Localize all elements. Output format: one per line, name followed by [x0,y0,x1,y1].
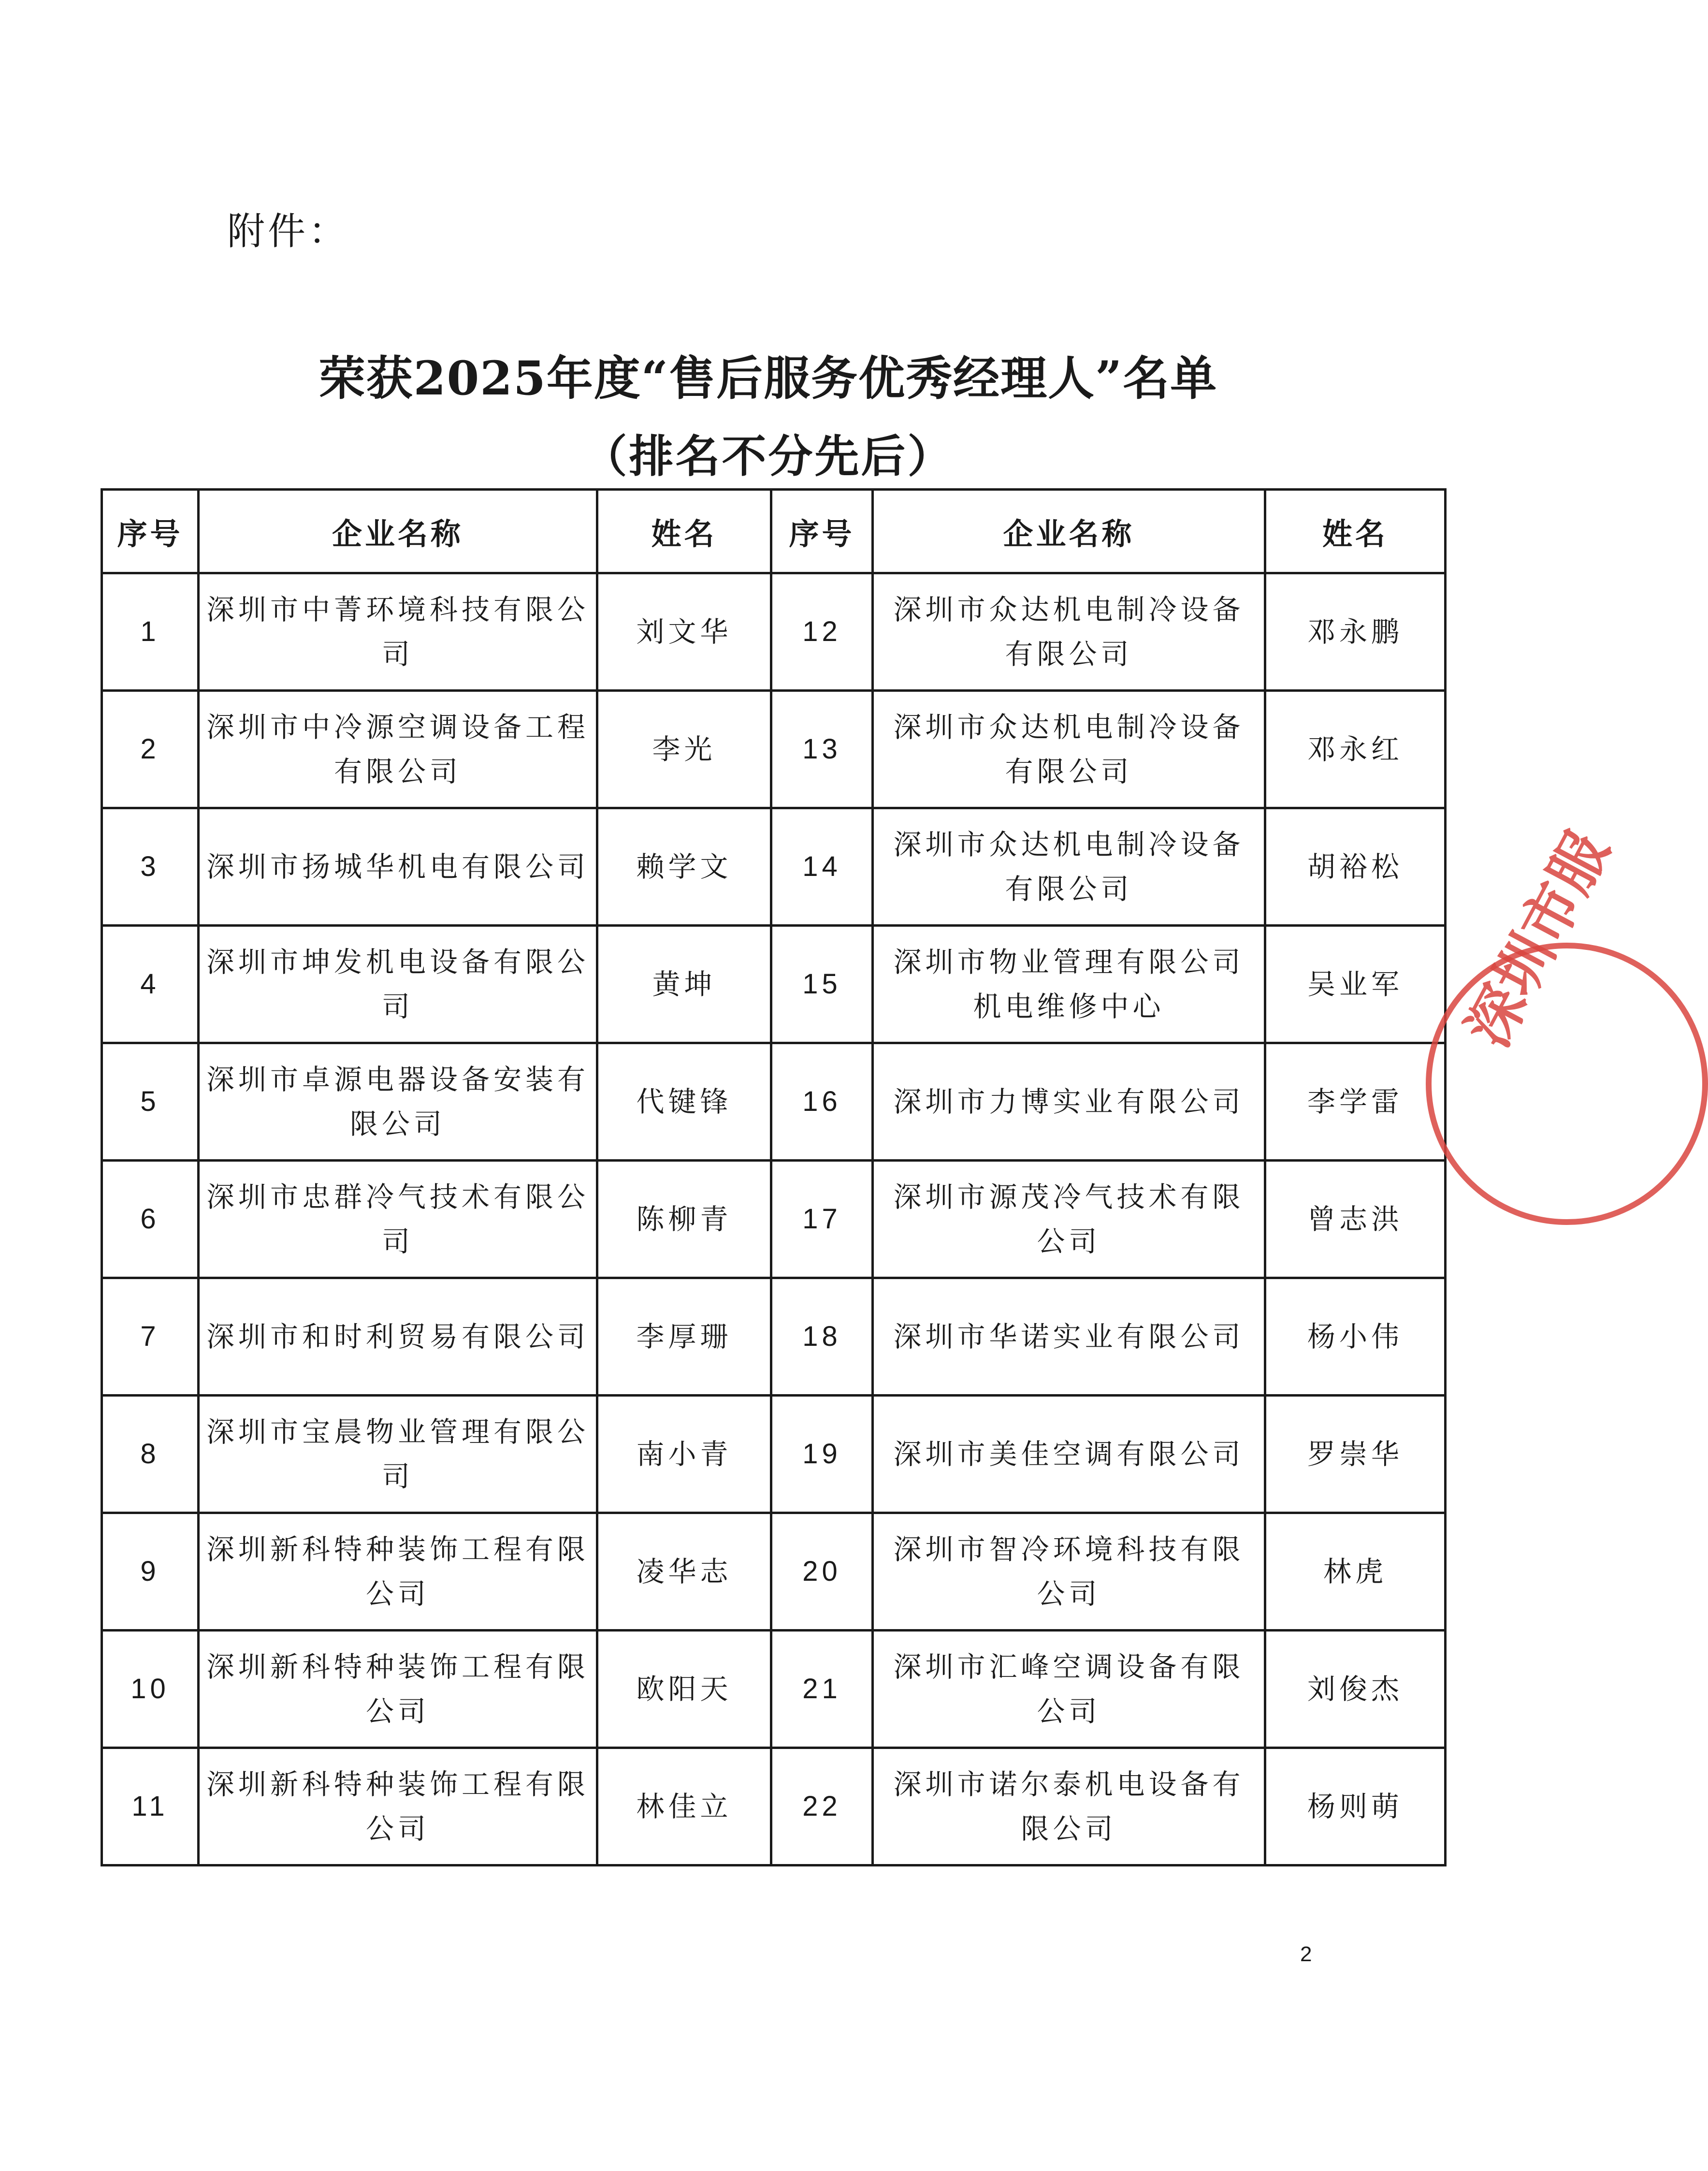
header-company-right: 企业名称 [873,490,1265,573]
row-number: 21 [771,1631,873,1748]
person-name: 黄坤 [597,926,771,1043]
table-row [102,1513,1446,1631]
table-row [102,1278,1446,1396]
person-name: 邓永鹏 [1265,573,1446,691]
company-name: 深圳市众达机电制冷设备有限公司 [873,573,1265,691]
company-name: 深圳市诺尔泰机电设备有限公司 [873,1748,1265,1865]
company-name: 深圳市美佳空调有限公司 [873,1396,1265,1513]
attachment-label: 附件： [227,210,349,253]
table-row [102,573,1446,691]
person-name: 南小青 [597,1396,771,1513]
header-name-right: 姓名 [1265,490,1446,573]
table-header-row [102,490,1446,573]
row-number: 16 [771,1043,873,1161]
person-name: 陈柳青 [597,1161,771,1278]
person-name: 罗崇华 [1265,1396,1446,1513]
person-name: 李光 [597,691,771,808]
document-title: 荣获2025年度“售后服务优秀经理人”名单 [318,351,1218,406]
person-name: 杨小伟 [1265,1278,1446,1396]
table-row [102,1396,1446,1513]
company-name: 深圳新科特种装饰工程有限公司 [199,1631,597,1748]
row-number: 6 [102,1161,199,1278]
row-number: 2 [102,691,199,808]
row-number: 5 [102,1043,199,1161]
award-list-table [101,488,1447,1866]
company-name: 深圳市物业管理有限公司机电维修中心 [873,926,1265,1043]
company-name: 深圳市卓源电器设备安装有限公司 [199,1043,597,1161]
row-number: 15 [771,926,873,1043]
header-seq-right: 序号 [771,490,873,573]
company-name: 深圳市源茂冷气技术有限公司 [873,1161,1265,1278]
table-row [102,926,1446,1043]
company-name: 深圳市智冷环境科技有限公司 [873,1513,1265,1631]
company-name: 深圳市坤发机电设备有限公司 [199,926,597,1043]
row-number: 13 [771,691,873,808]
person-name: 胡裕松 [1265,808,1446,926]
company-name: 深圳市华诺实业有限公司 [873,1278,1265,1396]
row-number: 7 [102,1278,199,1396]
row-number: 17 [771,1161,873,1278]
row-number: 4 [102,926,199,1043]
company-name: 深圳新科特种装饰工程有限公司 [199,1513,597,1631]
seal-text: 深圳市服 [1454,821,1622,1058]
person-name: 邓永红 [1265,691,1446,808]
person-name: 欧阳天 [597,1631,771,1748]
person-name: 吴业军 [1265,926,1446,1043]
row-number: 22 [771,1748,873,1865]
row-number: 12 [771,573,873,691]
company-name: 深圳市力博实业有限公司 [873,1043,1265,1161]
table-row [102,1748,1446,1865]
header-company-left: 企业名称 [199,490,597,573]
row-number: 14 [771,808,873,926]
person-name: 赖学文 [597,808,771,926]
header-name-left: 姓名 [597,490,771,573]
person-name: 刘文华 [597,573,771,691]
person-name: 林虎 [1265,1513,1446,1631]
row-number: 18 [771,1278,873,1396]
person-name: 凌华志 [597,1513,771,1631]
table-row [102,808,1446,926]
company-name: 深圳市汇峰空调设备有限公司 [873,1631,1265,1748]
company-name: 深圳市和时利贸易有限公司 [199,1278,597,1396]
row-number: 8 [102,1396,199,1513]
table-row [102,691,1446,808]
person-name: 代键锋 [597,1043,771,1161]
company-name: 深圳新科特种装饰工程有限公司 [199,1748,597,1865]
person-name: 林佳立 [597,1748,771,1865]
page-number: 2 [1300,1942,1312,1966]
row-number: 10 [102,1631,199,1748]
row-number: 20 [771,1513,873,1631]
person-name: 曾志洪 [1265,1161,1446,1278]
company-name: 深圳市宝晨物业管理有限公司 [199,1396,597,1513]
company-name: 深圳市众达机电制冷设备有限公司 [873,808,1265,926]
table-row [102,1161,1446,1278]
row-number: 19 [771,1396,873,1513]
person-name: 刘俊杰 [1265,1631,1446,1748]
table-row [102,1043,1446,1161]
company-name: 深圳市中菁环境科技有限公司 [199,573,597,691]
company-name: 深圳市中冷源空调设备工程有限公司 [199,691,597,808]
person-name: 李厚珊 [597,1278,771,1396]
person-name: 李学雷 [1265,1043,1446,1161]
document-subtitle: （排名不分先后） [582,430,954,482]
table-row [102,1631,1446,1748]
row-number: 11 [102,1748,199,1865]
person-name: 杨则萌 [1265,1748,1446,1865]
row-number: 3 [102,808,199,926]
company-name: 深圳市扬城华机电有限公司 [199,808,597,926]
row-number: 1 [102,573,199,691]
header-seq-left: 序号 [102,490,199,573]
row-number: 9 [102,1513,199,1631]
company-name: 深圳市忠群冷气技术有限公司 [199,1161,597,1278]
company-name: 深圳市众达机电制冷设备有限公司 [873,691,1265,808]
